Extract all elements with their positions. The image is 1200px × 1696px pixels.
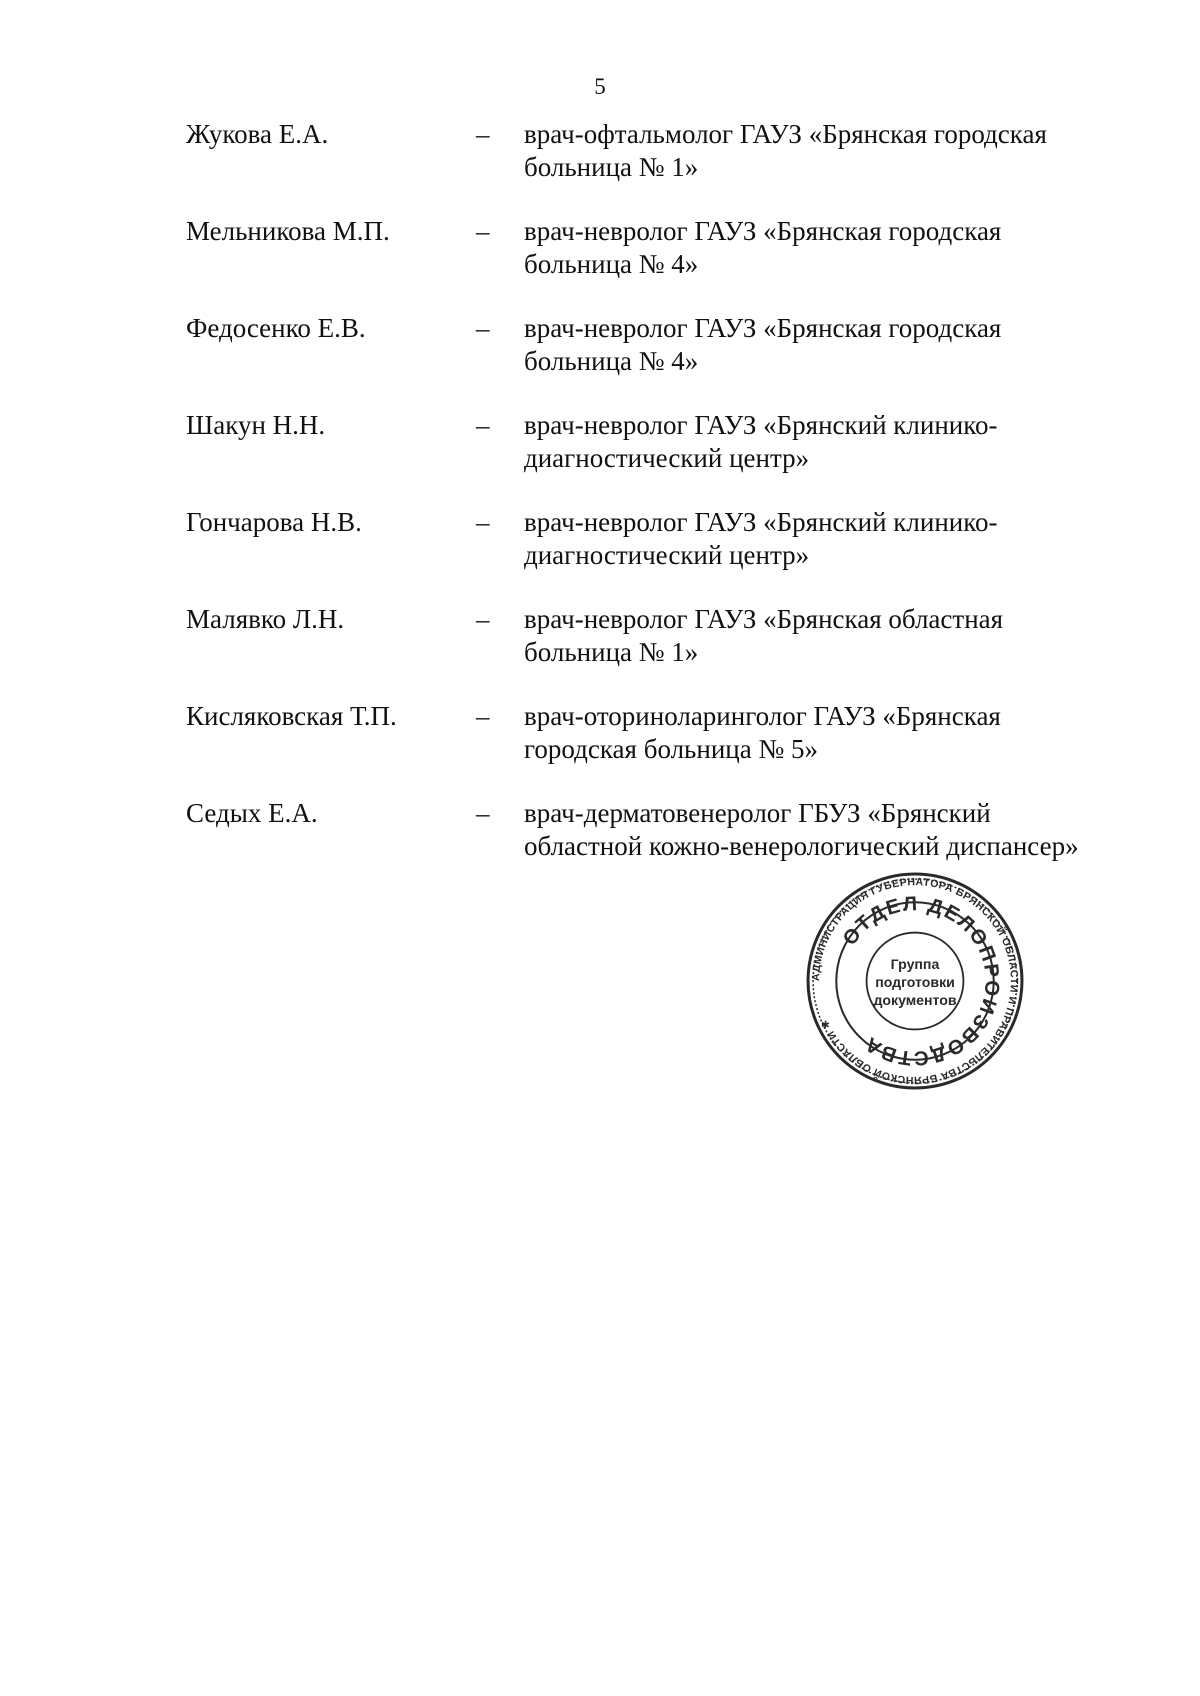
staff-list	[186, 118, 1146, 894]
staff-entry	[186, 700, 1146, 797]
staff-entry	[186, 603, 1146, 700]
stamp-center-line: документов	[873, 992, 957, 1009]
position-line: диагностический центр»	[524, 540, 810, 570]
entry-dash: –	[476, 701, 490, 731]
position-line: городская больница № 5»	[524, 734, 818, 764]
staff-position	[524, 409, 1124, 475]
position-line: врач-дерматовенеролог ГБУЗ «Брянский	[524, 798, 991, 828]
position-line: врач-оториноларинголог ГАУЗ «Брянская	[524, 701, 1001, 731]
staff-name: Федосенко Е.В.	[186, 313, 366, 343]
position-line: врач-невролог ГАУЗ «Брянская городская	[524, 216, 1002, 246]
entry-dash: –	[476, 507, 490, 537]
staff-position	[524, 312, 1124, 378]
staff-entry	[186, 118, 1146, 215]
page-number: 5	[594, 74, 606, 99]
staff-position	[524, 797, 1124, 863]
staff-name: Мельникова М.П.	[186, 216, 390, 246]
stamp-center-line: подготовки	[875, 974, 955, 991]
position-line: больница № 4»	[524, 346, 699, 376]
position-line: врач-невролог ГАУЗ «Брянская городская	[524, 313, 1002, 343]
staff-entry	[186, 215, 1146, 312]
staff-name: Гончарова Н.В.	[186, 507, 362, 537]
staff-position	[524, 603, 1124, 669]
staff-position	[524, 506, 1124, 572]
staff-position	[524, 215, 1124, 281]
entry-dash: –	[476, 313, 490, 343]
position-line: областной кожно-венерологический диспансер»	[524, 831, 1079, 861]
entry-dash: –	[476, 216, 490, 246]
entry-dash: –	[476, 604, 490, 634]
staff-entry	[186, 312, 1146, 409]
entry-dash: –	[476, 410, 490, 440]
position-line: больница № 1»	[524, 152, 699, 182]
entry-dash: –	[476, 119, 490, 149]
position-line: диагностический центр»	[524, 443, 810, 473]
entry-dash: –	[476, 798, 490, 828]
stamp-outer-text-path: АДМИНИСТРАЦИЯ ГУБЕРНАТОРА БРЯНСКОЙ ОБЛАСТИ И ПРАВИТЕЛЬСТВА БРЯНСКОЙ ОБЛАСТИ ✱	[810, 876, 1020, 1086]
staff-name: Жукова Е.А.	[186, 119, 329, 149]
staff-name: Шакун Н.Н.	[186, 410, 326, 440]
position-line: больница № 4»	[524, 249, 699, 279]
position-line: врач-невролог ГАУЗ «Брянский клинико-	[524, 507, 998, 537]
staff-name: Малявко Л.Н.	[186, 604, 345, 634]
position-line: врач-невролог ГАУЗ «Брянская областная	[524, 604, 1004, 634]
stamp-center-line: Группа	[890, 955, 940, 972]
staff-name: Седых Е.А.	[186, 798, 318, 828]
staff-position	[524, 118, 1124, 184]
position-line: врач-невролог ГАУЗ «Брянский клинико-	[524, 410, 998, 440]
position-line: больница № 1»	[524, 637, 699, 667]
stamp-middle-text-path: ОТДЕЛ ДЕЛОПРОИЗВОДСТВА	[838, 893, 1004, 1069]
official-stamp	[804, 870, 1026, 1092]
staff-name: Кисляковская Т.П.	[186, 701, 397, 731]
staff-entry	[186, 506, 1146, 603]
staff-entry	[186, 409, 1146, 506]
staff-position	[524, 700, 1124, 766]
position-line: врач-офтальмолог ГАУЗ «Брянская городская	[524, 119, 1047, 149]
